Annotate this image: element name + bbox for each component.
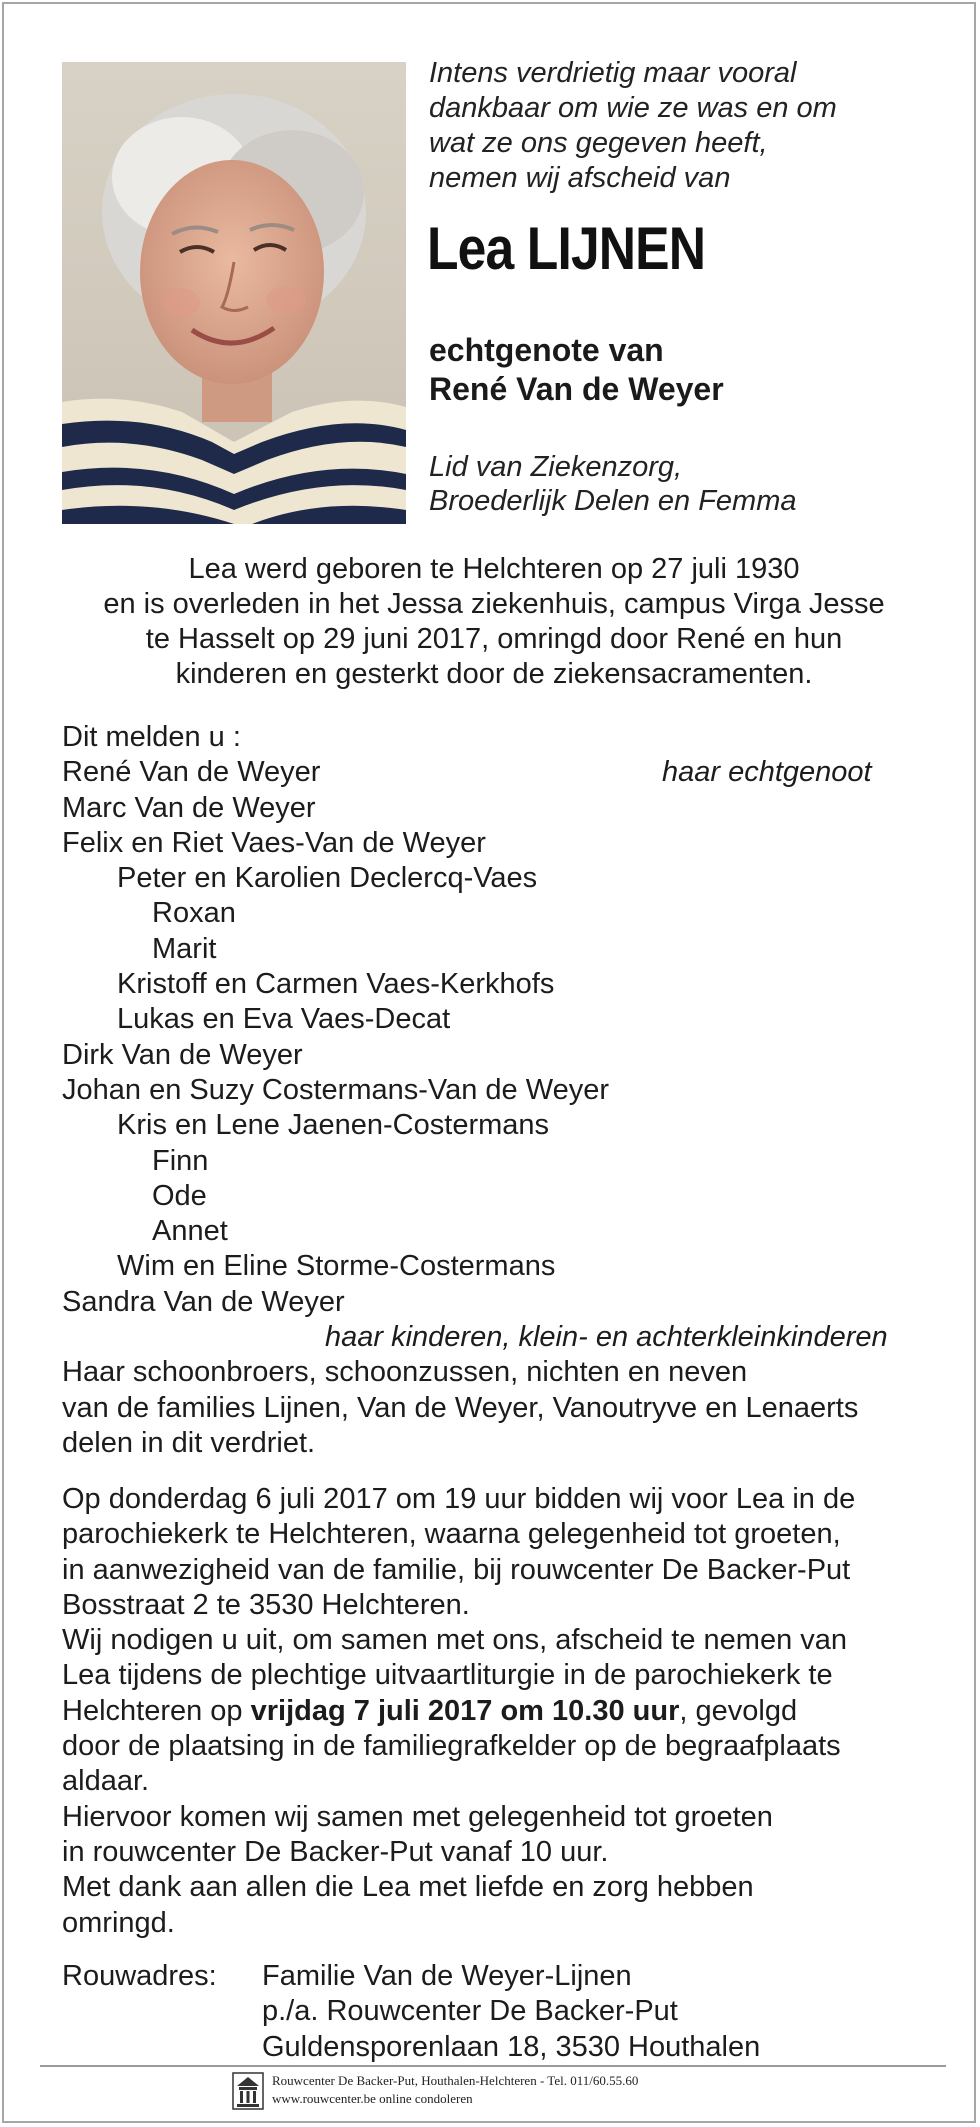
funeral-home-logo-icon bbox=[232, 2072, 264, 2110]
portrait-illustration bbox=[62, 62, 406, 524]
footer-website[interactable]: www.rouwcenter.be online condoleren bbox=[272, 2091, 473, 2106]
footer-divider bbox=[40, 2065, 946, 2067]
portrait-photo bbox=[62, 62, 406, 524]
address-line: Guldensporenlaan 18, 3530 Houthalen bbox=[262, 2030, 761, 2063]
after-line: Met dank aan allen die Lea met liefde en zorg hebben bbox=[62, 1871, 754, 1904]
intro-line: Intens verdrietig maar vooral bbox=[429, 57, 797, 89]
prayer-line: Op donderdag 6 juli 2017 om 19 uur bidden wij voor Lea in de bbox=[62, 1483, 856, 1515]
spouse-relation: haar echtgenoot bbox=[662, 756, 872, 788]
spouse-line: echtgenote van bbox=[429, 332, 664, 368]
family-heading: Dit melden u : bbox=[62, 721, 241, 753]
spouse-info bbox=[429, 331, 724, 409]
intro-line: dankbaar om wie ze was en om bbox=[429, 92, 837, 124]
family-member: Kristoff en Carmen Vaes-Kerkhofs bbox=[117, 968, 555, 1001]
family-member: Roxan bbox=[152, 897, 236, 930]
prayer-line: Bosstraat 2 te 3530 Helchteren. bbox=[62, 1588, 470, 1621]
biography bbox=[44, 552, 944, 692]
extended-line: Haar schoonbroers, schoonzussen, nichten en neven bbox=[62, 1356, 748, 1389]
after-line: door de plaatsing in de familiegrafkelder op de begraafplaats bbox=[62, 1730, 841, 1763]
footer-line: Rouwcenter De Backer-Put, Houthalen-Helchteren - Tel. 011/60.55.60 bbox=[272, 2073, 639, 2088]
children-relation: haar kinderen, klein- en achterkleinkinderen bbox=[325, 1321, 888, 1354]
date-prefix: Helchteren op bbox=[62, 1694, 251, 1727]
bio-line: en is overleden in het Jessa ziekenhuis, campus Virga Jesse bbox=[103, 588, 885, 620]
address-lines bbox=[262, 1959, 760, 2065]
prayer-line: in aanwezigheid van de familie, bij rouwcenter De Backer-Put bbox=[62, 1553, 851, 1586]
family-member: René Van de Weyer bbox=[62, 756, 321, 789]
footer-text bbox=[272, 2072, 638, 2108]
family-member: Peter en Karolien Declercq-Vaes bbox=[117, 862, 538, 895]
family-member: Felix en Riet Vaes-Van de Weyer bbox=[62, 826, 486, 859]
intro-line: wat ze ons gegeven heeft, bbox=[429, 127, 768, 159]
funeral-date-line bbox=[62, 1694, 942, 1729]
bio-line: Lea werd geboren te Helchteren op 27 juli 1930 bbox=[188, 553, 800, 585]
funeral-date: vrijdag 7 juli 2017 om 10.30 uur bbox=[250, 1694, 680, 1727]
after-line: aldaar. bbox=[62, 1765, 150, 1798]
extended-line: delen in dit verdriet. bbox=[62, 1426, 316, 1459]
date-suffix: , gevolgd bbox=[679, 1694, 798, 1727]
address-line: Familie Van de Weyer-Lijnen bbox=[262, 1960, 632, 1992]
invite-line: Lea tijdens de plechtige uitvaartliturgie in de parochiekerk te bbox=[62, 1659, 833, 1692]
footer bbox=[232, 2070, 832, 2114]
bio-line: kinderen en gesterkt door de ziekensacramenten. bbox=[175, 658, 813, 690]
membership-line: Lid van Ziekenzorg, bbox=[429, 451, 683, 483]
ceremony-details bbox=[62, 1482, 942, 1941]
family-member: Annet bbox=[152, 1215, 228, 1248]
after-line: in rouwcenter De Backer-Put vanaf 10 uur. bbox=[62, 1835, 609, 1868]
family-member: Ode bbox=[152, 1179, 207, 1212]
spouse-line: René Van de Weyer bbox=[429, 371, 724, 407]
family-members bbox=[62, 755, 942, 1320]
bio-line: te Hasselt op 29 juni 2017, omringd door René en hun bbox=[145, 623, 843, 655]
family-member: Finn bbox=[152, 1144, 209, 1177]
family-member: Sandra Van de Weyer bbox=[62, 1285, 345, 1318]
address-label: Rouwadres: bbox=[62, 1960, 217, 1992]
family-list bbox=[62, 720, 942, 1461]
after-line: omringd. bbox=[62, 1906, 175, 1939]
invite-line: Wij nodigen u uit, om samen met ons, afscheid te nemen van bbox=[62, 1624, 848, 1657]
after-line: Hiervoor komen wij samen met gelegenheid tot groeten bbox=[62, 1800, 773, 1833]
extended-line: van de families Lijnen, Van de Weyer, Vanoutryve en Lenaerts bbox=[62, 1391, 859, 1424]
family-member: Kris en Lene Jaenen-Costermans bbox=[117, 1109, 550, 1142]
prayer-line: parochiekerk te Helchteren, waarna gelegenheid tot groeten, bbox=[62, 1518, 841, 1551]
family-member: Wim en Eline Storme-Costermans bbox=[117, 1250, 556, 1283]
address-line: p./a. Rouwcenter De Backer-Put bbox=[262, 1995, 678, 2028]
family-member: Lukas en Eva Vaes-Decat bbox=[117, 1003, 451, 1036]
intro-text bbox=[429, 56, 949, 196]
membership-info bbox=[429, 450, 796, 518]
family-member: Johan en Suzy Costermans-Van de Weyer bbox=[62, 1073, 609, 1106]
intro-line: nemen wij afscheid van bbox=[429, 162, 731, 194]
family-member: Marc Van de Weyer bbox=[62, 791, 316, 824]
family-member: Marit bbox=[152, 932, 217, 965]
obituary-card bbox=[2, 2, 976, 2123]
family-member: Dirk Van de Weyer bbox=[62, 1038, 303, 1071]
deceased-name: Lea LIJNEN bbox=[427, 215, 706, 282]
membership-line: Broederlijk Delen en Femma bbox=[429, 485, 797, 517]
